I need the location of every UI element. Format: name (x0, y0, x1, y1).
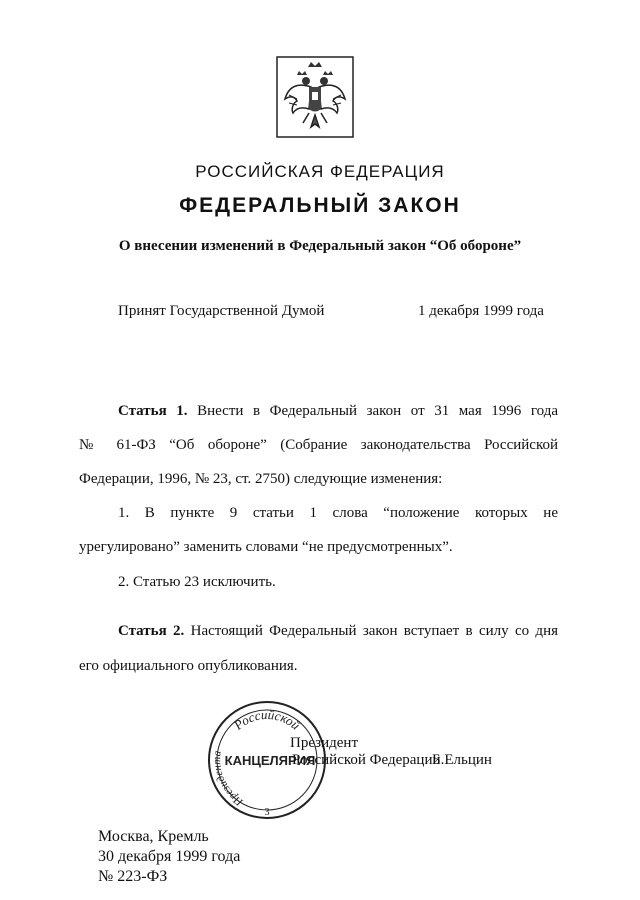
article1-line: № 61-ФЗ “Об обороне” (Собрание законодательства Российской (79, 437, 558, 453)
svg-text:Российской (230, 707, 303, 733)
stamp-top-text: Российской (230, 706, 304, 733)
document-type-heading: ФЕДЕРАЛЬНЫЙ ЗАКОН (179, 194, 461, 217)
country-heading: РОССИЙСКАЯ ФЕДЕРАЦИЯ (195, 162, 445, 181)
article1-item1-line: 1. В пункте 9 статьи 1 слова “положение которых не (118, 505, 558, 521)
article1-line: Федерации, 1996, № 23, ст. 2750) следующие изменения: (79, 471, 443, 487)
stamp-center-text: КАНЦЕЛЯРИЯ (224, 753, 316, 768)
signatory-title: Президент (290, 735, 358, 751)
adoption-date: 1 декабря 1999 года (418, 303, 544, 319)
article2-line: Статья 2. Настоящий Федеральный закон вступает в силу со дня (118, 623, 558, 639)
stamp-number: 3 (264, 807, 270, 818)
article1-item2: 2. Статью 23 исключить. (118, 574, 276, 590)
signatory-country: Российской Федерации (292, 752, 441, 768)
signing-date: 30 декабря 1999 года (98, 848, 241, 865)
adopted-by: Принят Государственной Думой (118, 303, 325, 319)
article1-line: Статья 1. Внести в Федеральный закон от 31 мая 1996 года (118, 403, 559, 419)
signing-place: Москва, Кремль (98, 828, 209, 845)
law-number: № 223-ФЗ (98, 868, 168, 885)
stamp-left-text: Президента (211, 750, 246, 809)
article2-line: его официального опубликования. (79, 658, 298, 674)
law-title: О внесении изменений в Федеральный закон “Об обороне” (118, 238, 522, 254)
coat-of-arms-emblem (275, 55, 355, 139)
article1-item1-line: урегулировано” заменить словами “не предусмотренных”. (79, 539, 453, 555)
signatory-name: Б.Ельцин (432, 752, 492, 768)
